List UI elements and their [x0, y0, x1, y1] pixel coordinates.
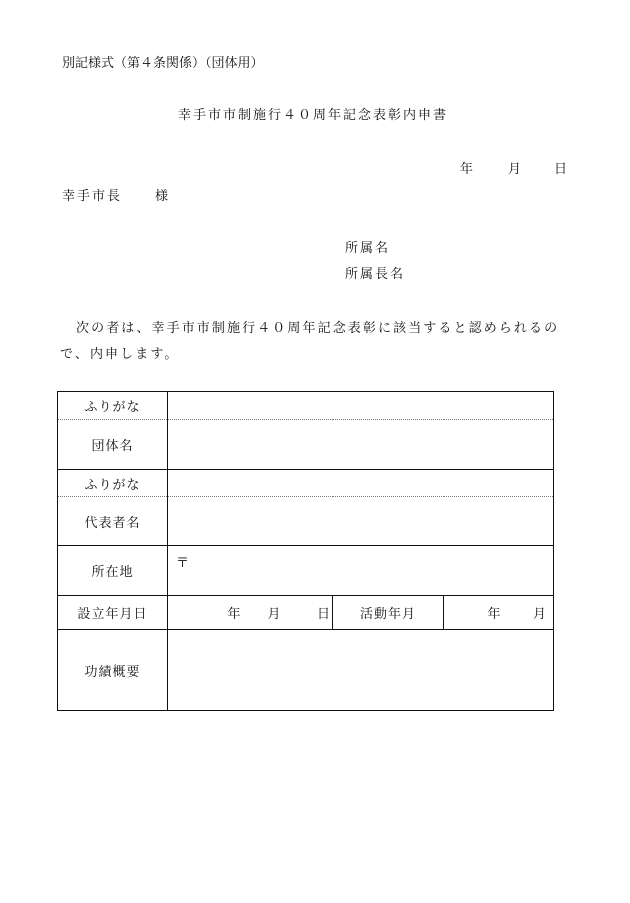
activity-years-label: 活動年月	[333, 596, 444, 630]
group-name-label: 団体名	[58, 420, 168, 470]
postal-mark: 〒	[176, 556, 190, 571]
est-month-unit: 月	[267, 607, 281, 622]
representative-label: 代表者名	[58, 497, 168, 546]
furigana-field-group[interactable]	[168, 392, 554, 420]
act-year-unit: 年	[487, 607, 501, 622]
achievements-label: 功績概要	[58, 630, 168, 711]
activity-years-field[interactable]	[444, 596, 554, 630]
table-row	[58, 546, 554, 596]
table-row	[58, 596, 554, 630]
group-name-field[interactable]	[168, 420, 554, 470]
document-title: 幸手市市制施行４０周年記念表彰内申書	[178, 108, 449, 123]
act-month-unit: 月	[532, 607, 546, 622]
address-field[interactable]	[168, 546, 554, 596]
table-row	[58, 497, 554, 546]
org-head-label: 所属長名	[345, 267, 406, 282]
address-label: 所在地	[58, 546, 168, 596]
table-row	[58, 470, 554, 497]
form-reference: 別記様式（第４条関係）（団体用）	[62, 56, 264, 71]
date-day-label: 日	[554, 162, 568, 177]
representative-field[interactable]	[168, 497, 554, 546]
addressee-honorific: 様	[155, 189, 169, 204]
furigana-field-representative[interactable]	[168, 470, 554, 497]
org-name-label: 所属名	[345, 241, 391, 256]
table-row	[58, 630, 554, 711]
addressee-name: 幸手市長	[62, 189, 123, 204]
furigana-label-representative: ふりがな	[58, 470, 168, 497]
date-year-label: 年	[460, 162, 474, 177]
table-row	[58, 420, 554, 470]
est-year-unit: 年	[227, 607, 241, 622]
established-date-label: 設立年月日	[58, 596, 168, 630]
date-month-label: 月	[508, 162, 522, 177]
furigana-label-group: ふりがな	[58, 392, 168, 420]
table-row	[58, 392, 554, 420]
body-text-line-2: で、内申します。	[60, 347, 180, 362]
nomination-form-table	[57, 391, 554, 711]
est-day-unit: 日	[316, 607, 330, 622]
body-text-line-1: 次の者は、幸手市市制施行４０周年記念表彰に該当すると認められるの	[76, 321, 560, 336]
established-date-field[interactable]	[168, 596, 333, 630]
achievements-field[interactable]	[168, 630, 554, 711]
